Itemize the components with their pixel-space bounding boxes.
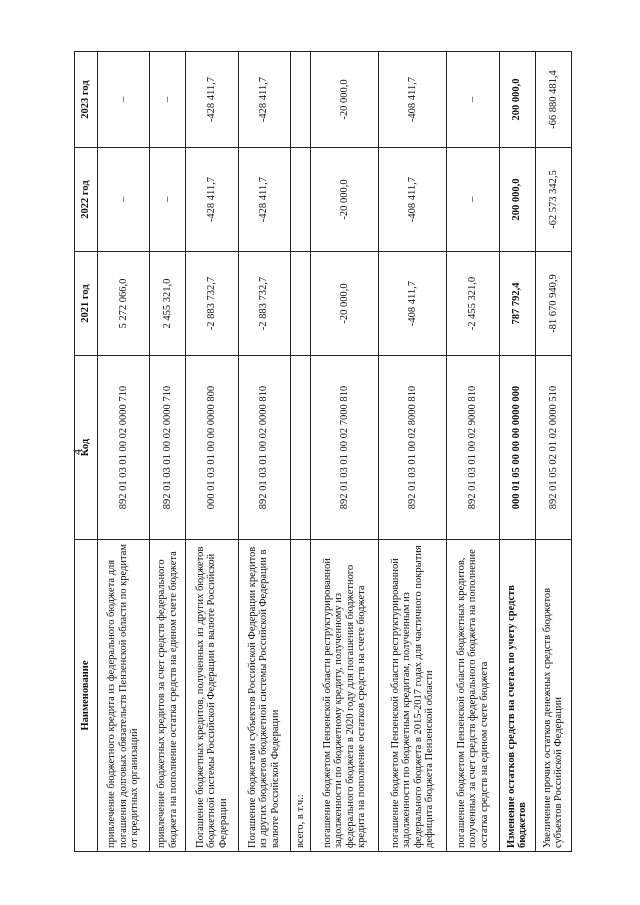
cell-code: 892 01 05 02 01 02 0000 510 (535, 356, 571, 540)
header-2021: 2021 год (75, 252, 98, 356)
table-row (98, 52, 150, 852)
table-row (535, 52, 571, 852)
cell-2022: -428 411,7 (238, 148, 290, 252)
cell-2022: – (150, 148, 186, 252)
cell-2023: -20 000,0 (310, 52, 378, 148)
cell-code (290, 356, 310, 540)
cell-2021: -2 883 732,7 (238, 252, 290, 356)
cell-2022 (290, 148, 310, 252)
cell-name: погашение бюджетом Пензенской области реструктурированной задолженности по бюджетным кредитам, полученным из федерального бюджета в 2015-2017 годах для частичного покрытия дефицита бюджета Пензенской области (379, 540, 447, 852)
cell-2022: 200 000,0 (499, 148, 535, 252)
cell-2022: – (447, 148, 499, 252)
cell-name: Погашение бюджетами субъектов Российской Федерации кредитов из других бюджетов бюджетной системы Российской Федерации в валюте Российской Федерации (238, 540, 290, 852)
cell-code: 892 01 03 01 00 02 0000 710 (150, 356, 186, 540)
cell-2023: -66 880 481,4 (535, 52, 571, 148)
header-code: Код (75, 356, 98, 540)
cell-2021: -2 455 321,0 (447, 252, 499, 356)
table-row (499, 52, 535, 852)
table-row (186, 52, 238, 852)
cell-name: Изменение остатков средств на счетах по учету средств бюджетов (499, 540, 535, 852)
cell-2023: – (150, 52, 186, 148)
cell-2021 (290, 252, 310, 356)
cell-name: погашение бюджетом Пензенской области бюджетных кредитов, полученных за счет средств федерального бюджета на пополнение остатка средств на едином счете бюджета (447, 540, 499, 852)
cell-2023: – (447, 52, 499, 148)
cell-2021: 787 792,4 (499, 252, 535, 356)
cell-name: Погашение бюджетных кредитов, полученных из других бюджетов бюджетной системы Российской Федерации в валюте Российской Федерации (186, 540, 238, 852)
table-row (238, 52, 290, 852)
cell-2022: -408 411,7 (379, 148, 447, 252)
cell-2021: -20 000,0 (310, 252, 378, 356)
budget-table (74, 51, 572, 852)
cell-2023: 200 000,0 (499, 52, 535, 148)
cell-2021: -2 883 732,7 (186, 252, 238, 356)
table-header-row (75, 52, 98, 852)
cell-2021: 5 272 066,0 (98, 252, 150, 356)
table-row (447, 52, 499, 852)
cell-2022: – (98, 148, 150, 252)
table-body (98, 52, 572, 852)
cell-2023 (290, 52, 310, 148)
cell-2022: -428 411,7 (186, 148, 238, 252)
cell-code: 892 01 03 01 00 02 0000 710 (98, 356, 150, 540)
header-2022: 2022 год (75, 148, 98, 252)
cell-2023: -428 411,7 (238, 52, 290, 148)
cell-2023: -408 411,7 (379, 52, 447, 148)
cell-code: 000 01 03 01 00 00 0000 800 (186, 356, 238, 540)
cell-code: 892 01 03 01 00 02 8000 810 (379, 356, 447, 540)
cell-code: 000 01 05 00 00 00 0000 000 (499, 356, 535, 540)
cell-code: 892 01 03 01 00 02 0000 810 (238, 356, 290, 540)
header-name: Наименование (75, 540, 98, 852)
table-row (150, 52, 186, 852)
cell-code: 892 01 03 01 00 02 9000 810 (447, 356, 499, 540)
table-row (310, 52, 378, 852)
cell-name: всего, в т.ч.: (290, 540, 310, 852)
table-row (290, 52, 310, 852)
cell-name: привлечение бюджетного кредита из федерального бюджета для погашения долговых обязательств Пензенской области по кредитам от кредитных организаций (98, 540, 150, 852)
cell-name: привлечение бюджетных кредитов за счет средств федерального бюджета на пополнение остатка средств на едином счете бюджета (150, 540, 186, 852)
header-2023: 2023 год (75, 52, 98, 148)
page-number: 4 (70, 449, 84, 455)
cell-name: Увеличение прочих остатков денежных средств бюджетов субъектов Российской Федерации (535, 540, 571, 852)
cell-2021: 2 455 321,0 (150, 252, 186, 356)
cell-2021: -408 411,7 (379, 252, 447, 356)
cell-2023: -428 411,7 (186, 52, 238, 148)
cell-2022: -20 000,0 (310, 148, 378, 252)
cell-2021: -81 670 940,9 (535, 252, 571, 356)
table-row (379, 52, 447, 852)
cell-name: погашение бюджетом Пензенской области реструктурированной задолженности по бюджетному кредиту, полученному из федерального бюджета в 2020 году для погашения бюджетного кредита на пополнение остатков средств на счете бюджета (310, 540, 378, 852)
cell-code: 892 01 03 01 00 02 7000 810 (310, 356, 378, 540)
cell-2023: – (98, 52, 150, 148)
rotated-table-container (74, 52, 572, 852)
cell-2022: -62 573 342,5 (535, 148, 571, 252)
